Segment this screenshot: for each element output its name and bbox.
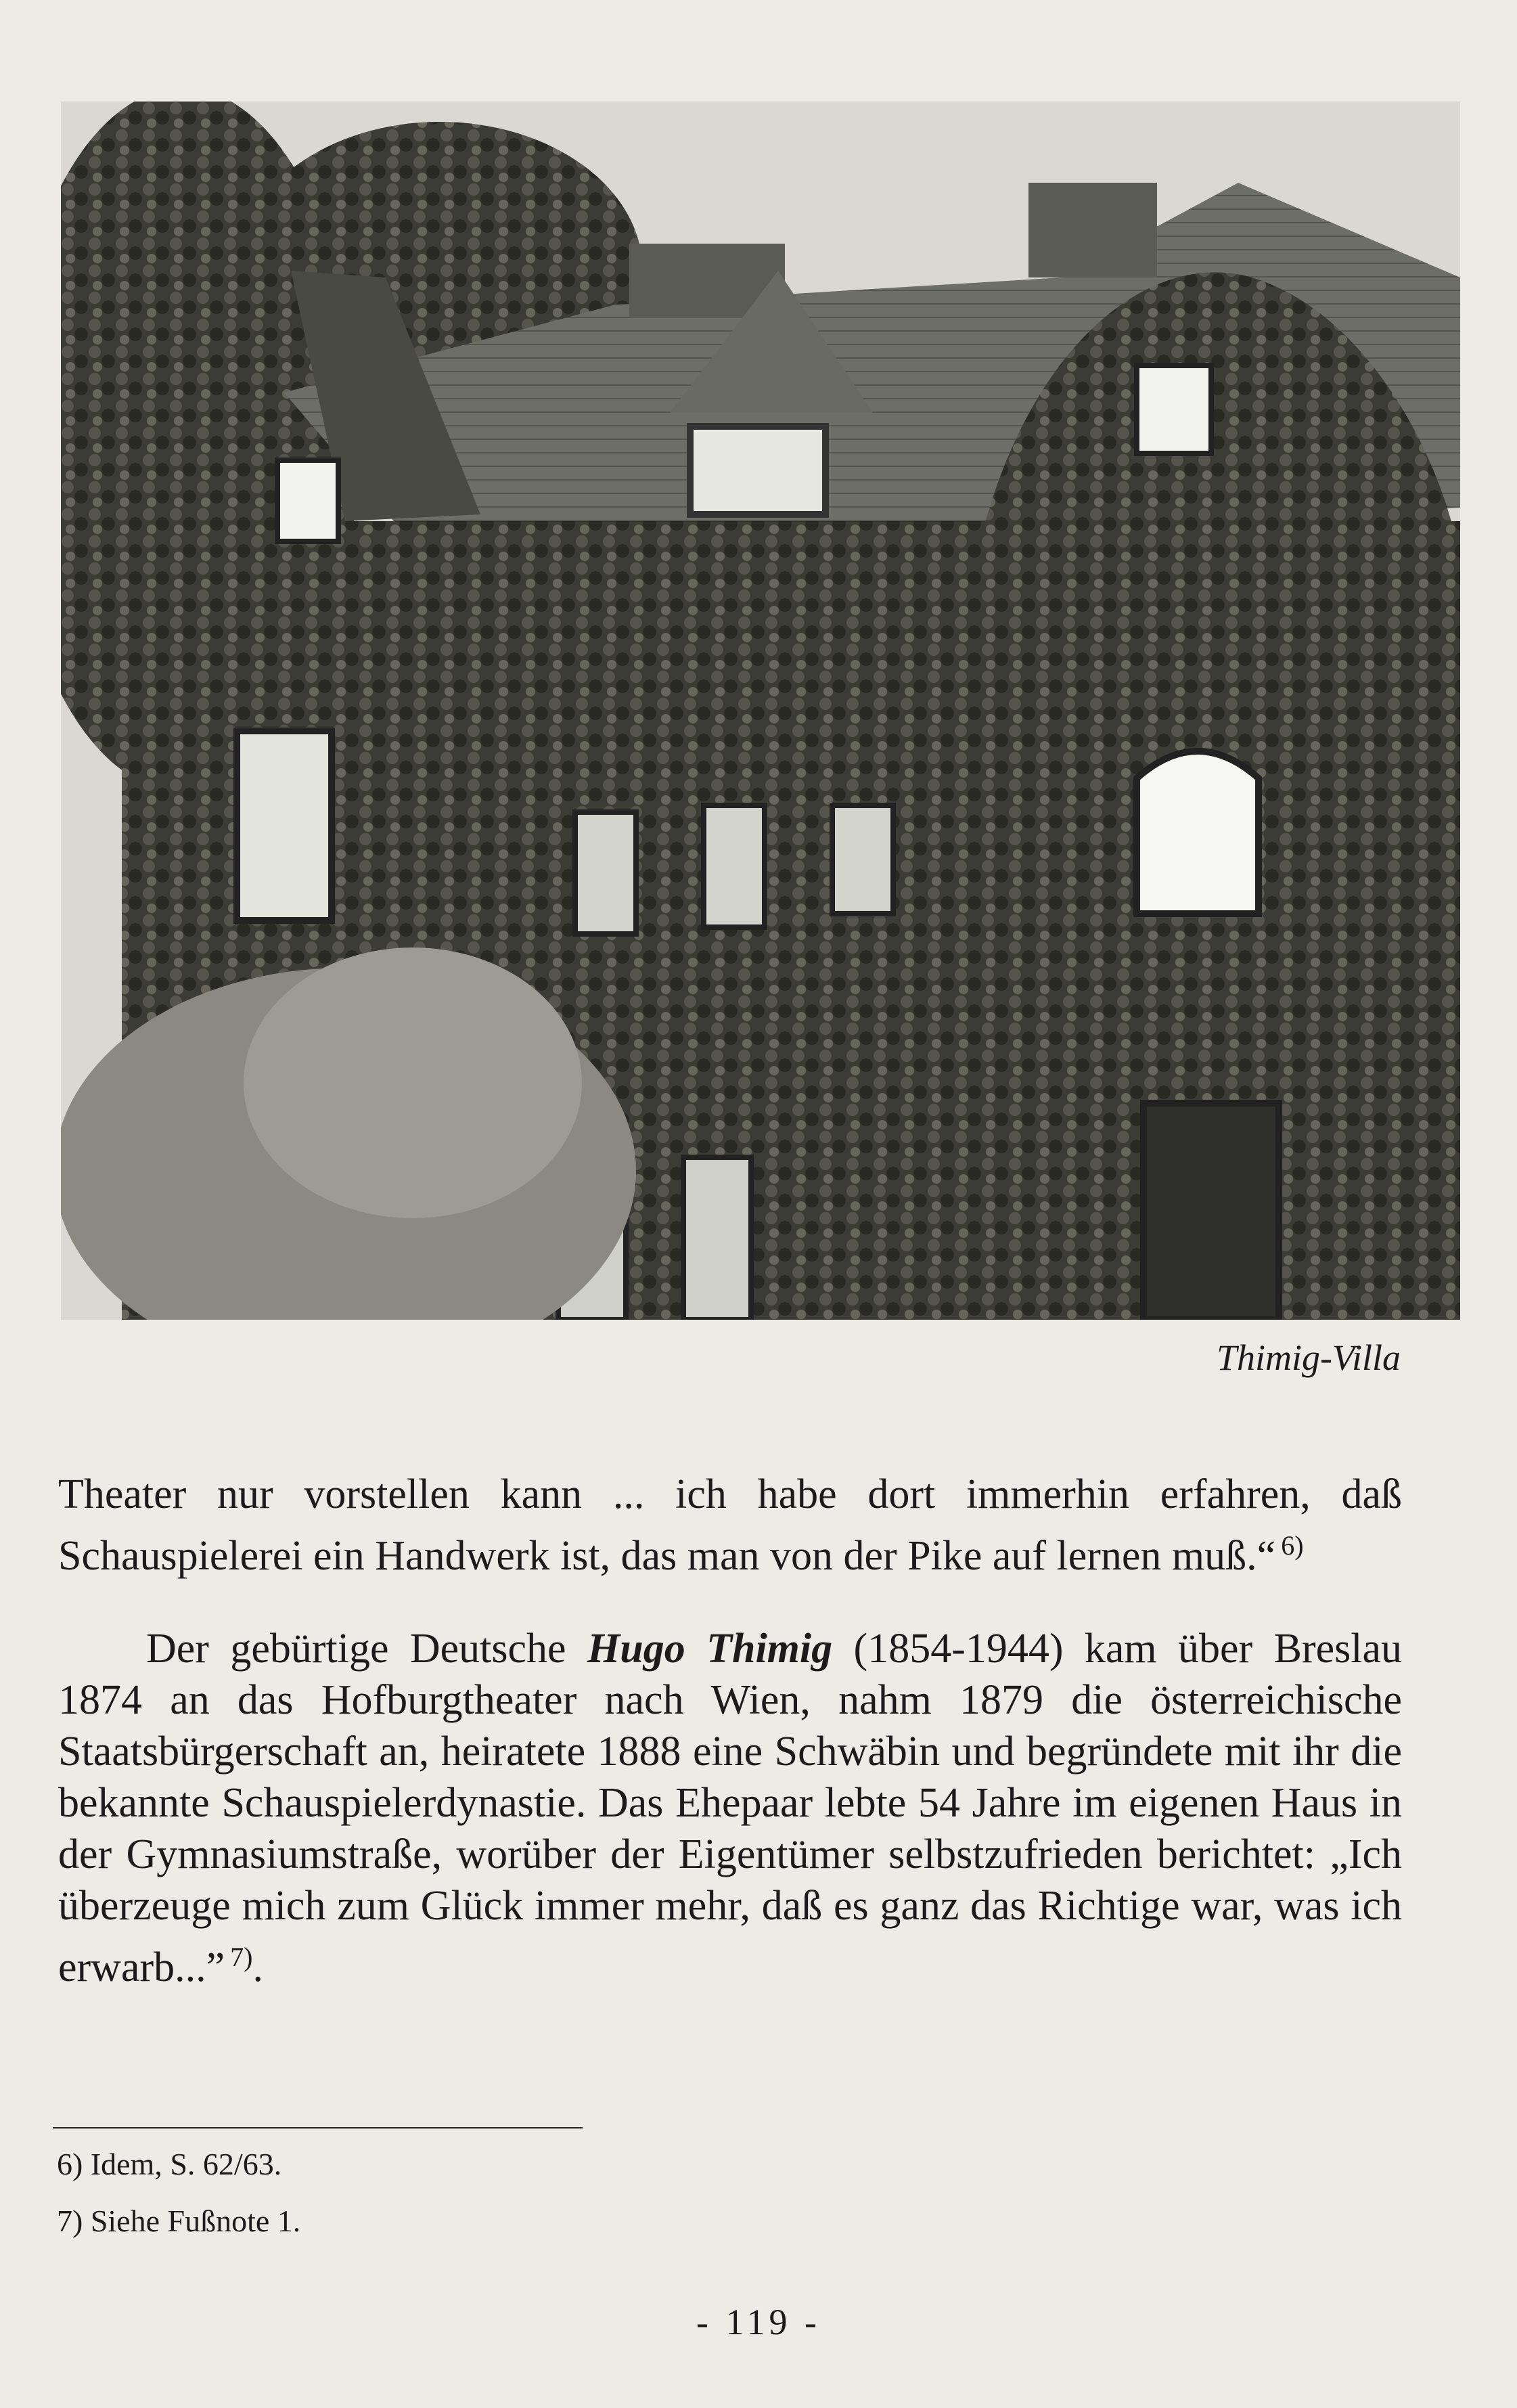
footnote-ref-7: 7) — [230, 1942, 253, 1972]
person-name: Hugo Thimig — [587, 1626, 833, 1672]
villa-photo — [61, 102, 1460, 1320]
paragraph-1-text: Theater nur vorstellen kann ... ich habe dort immerhin erfahren, daß Schauspielerei ein Handwerk ist, das man von der Pike auf lernen muß.“ — [58, 1471, 1402, 1579]
paragraph-2 — [58, 1623, 1402, 1993]
paragraph-2-end: . — [252, 1944, 263, 1990]
paragraph-2-body: (1854-1944) kam über Breslau 1874 an das Hofburgtheater nach Wien, nahm 1879 die österreichische Staatsbürgerschaft an, heiratete 1888 eine Schwäbin und begründete mit ihr die bekannte Schauspielerdynastie. Das Ehepaar lebte 54 Jahre im eigenen Haus in der Gymnasiumstraße, worüber der Eigentümer selbstzufrieden berichtet: „Ich überzeuge mich zum Glück immer mehr, daß es ganz das Richtige war, was ich erwarb...” — [58, 1626, 1402, 1990]
page-number: - 119 - — [696, 2302, 821, 2342]
footnote-ref-6: 6) — [1281, 1530, 1304, 1561]
footnote-7: 7) Siehe Fußnote 1. — [57, 2204, 301, 2238]
paragraph-2-intro: Der gebürtige Deutsche — [146, 1626, 566, 1672]
photo-caption: Thimig-Villa — [1216, 1337, 1401, 1378]
paragraph-1 — [58, 1469, 1402, 1582]
footnote-divider — [53, 2127, 583, 2128]
footnote-6: 6) Idem, S. 62/63. — [57, 2147, 282, 2181]
